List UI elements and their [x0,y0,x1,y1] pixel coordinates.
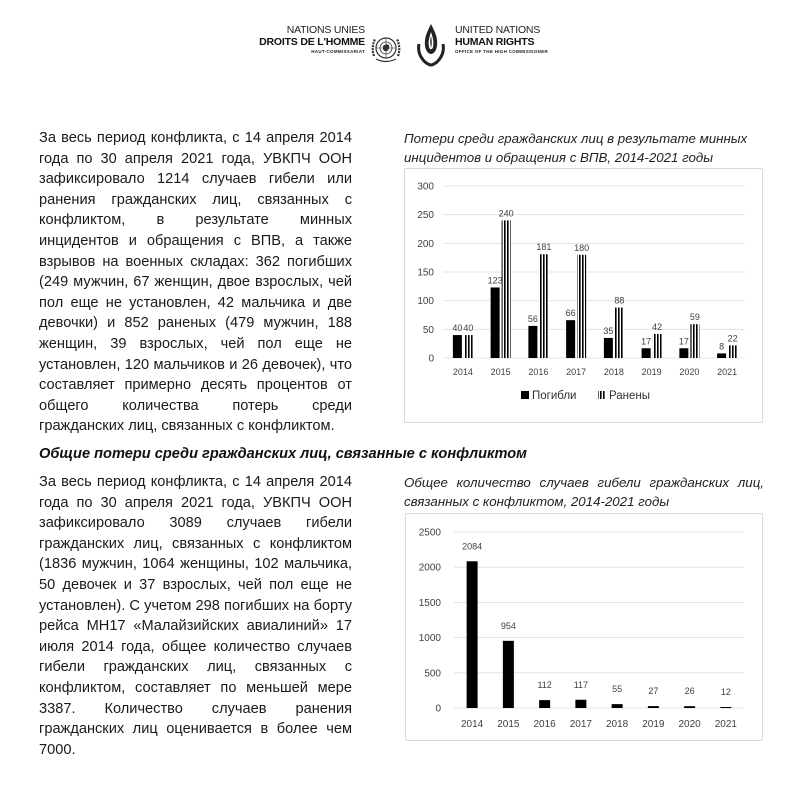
logo-french [255,24,365,56]
data-label-killed: 17 [678,336,689,347]
human-rights-flame-icon [413,22,449,68]
y-tick-label: 2000 [418,562,441,574]
un-emblem-icon [368,30,404,66]
y-tick-label: 300 [417,181,434,193]
data-label-injured: 240 [498,208,514,219]
bar-deaths [575,700,586,708]
legend-injured-label: Ранены [609,390,651,402]
bar-injured [728,345,737,358]
bar-injured [577,255,586,358]
bar-deaths [648,706,659,708]
data-label-killed: 66 [565,308,576,319]
legend-injured-swatch [598,391,606,399]
mine-incidents-paragraph: За весь период конфликта, с 14 апреля 2014 года по 30 апреля 2021 года, УВКПЧ ООН зафиксировало 1214 случаев гибели или ранения гражданских лиц, связанных с конфликтом, в результате минных инцидентов и обращения с ВПВ, а также взрывов на военных складах: 362 погибших (249 мужчин, 67 женщин, двое взрослых, чей пол еще не установлен, 42 мальчика и две девочки) и 852 раненых (479 мужчин, 188 женщин, 39 взрослых, чей пол еще не установлен, 120 мальчиков и 26 девочек), что составляет примерно десять процентов от общего количества потерь среди гражданских лиц, связанных с конфликтом. [39,130,352,435]
data-label-killed: 17 [641,336,652,347]
data-label-killed: 40 [452,323,463,334]
y-tick-label: 1500 [418,597,441,609]
data-label-injured: 180 [574,242,590,253]
x-tick-label: 2014 [461,719,484,730]
bar-injured [539,254,548,358]
data-label-injured: 22 [727,333,738,344]
logo-en-line3: OFFICE OF THE HIGH COMMISSIONER [455,49,549,54]
ohchr-logo-header [255,24,555,74]
bar-deaths [467,561,478,708]
chart1-mine-casualties [404,168,763,423]
data-label-killed: 35 [603,325,614,336]
y-tick-label: 2500 [418,527,441,539]
legend-killed-swatch [521,391,529,399]
data-label-killed: 123 [487,275,503,286]
y-tick-label: 150 [417,267,434,279]
bar-injured [690,324,699,358]
logo-english [455,24,565,56]
y-tick-label: 50 [422,324,434,336]
y-tick-label: 0 [428,353,434,365]
data-label-injured: 88 [614,295,625,306]
bar-deaths [684,706,695,708]
chart2-plot [406,514,762,740]
data-label-deaths: 112 [537,680,552,691]
x-tick-label: 2021 [714,719,737,730]
y-tick-label: 200 [417,238,434,250]
x-tick-label: 2017 [566,367,587,377]
data-label-deaths: 12 [720,687,731,698]
bar-injured [653,334,662,358]
bar-killed [604,338,613,358]
bar-killed [566,320,575,358]
data-label-injured: 59 [689,312,700,323]
data-label-deaths: 26 [684,686,695,697]
bar-killed [491,287,500,358]
logo-en-line1: UNITED NATIONS [455,24,541,36]
chart1-plot [405,169,762,422]
data-label-killed: 8 [719,341,725,352]
bar-injured [615,308,624,358]
x-tick-label: 2020 [679,367,700,377]
chart1-title: Потери среди гражданских лиц в результате минных инцидентов и обращения с ВПВ, 2014-2021 годы [404,131,748,165]
total-casualties-paragraph: За весь период конфликта, с 14 апреля 2014 года по 30 апреля 2021 года, УВКПЧ ООН зафиксировало 3089 случаев гибели гражданских лиц, связанных с конфликтом (1836 мужчин, 1064 женщины, 102 мальчика, 50 девочек и 37 взрослых, чей пол еще не установлен). С учетом 298 погибших на борту рейса МН17 «Малайзийских авиалиний» 17 июля 2014 года, общее количество случаев гибели гражданских лиц, связанных с конфликтом, составляет по меньшей мере 3387. Количество случаев ранения гражданских лиц оценивается в более чем 7000. [39,474,352,758]
data-label-injured: 181 [536,242,552,253]
section-heading: Общие потери среди гражданских лиц, связанные с конфликтом [39,446,527,462]
logo-fr-line1: NATIONS UNIES [286,24,365,36]
logo-fr-line2: DROITS DE L'HOMME [259,36,365,48]
bar-injured [502,220,511,358]
bar-killed [642,348,651,358]
x-tick-label: 2014 [452,367,473,377]
x-tick-label: 2021 [717,367,738,377]
x-tick-label: 2019 [642,719,665,730]
x-tick-label: 2015 [490,367,511,377]
y-tick-label: 500 [424,668,441,680]
x-tick-label: 2017 [569,719,592,730]
data-label-deaths: 27 [648,686,659,697]
x-tick-label: 2016 [533,719,556,730]
data-label-deaths: 55 [612,684,623,695]
bar-killed [528,326,537,358]
y-tick-label: 100 [417,296,434,308]
bar-killed [453,335,462,358]
x-tick-label: 2015 [497,719,520,730]
y-tick-label: 1000 [418,633,441,645]
data-label-injured: 42 [652,321,663,332]
bar-deaths [720,707,731,708]
data-label-deaths: 117 [573,679,589,690]
chart2-total-deaths [405,513,763,741]
x-tick-label: 2019 [641,367,662,377]
bar-deaths [612,704,623,708]
x-tick-label: 2018 [603,367,624,377]
bar-deaths [539,700,550,708]
x-tick-label: 2020 [678,719,701,730]
y-tick-label: 0 [435,703,441,715]
bar-killed [717,353,726,358]
chart2-title: Общее количество случаев гибели гражданских лиц, связанных с конфликтом, 2014-2021 годы [404,475,764,509]
logo-en-line2: HUMAN RIGHTS [455,36,535,48]
y-tick-label: 250 [417,210,434,222]
logo-fr-line3: HAUT-COMMISSARIAT [311,49,365,54]
data-label-deaths: 954 [500,620,516,631]
bar-injured [464,335,473,358]
bar-killed [679,348,688,358]
data-label-injured: 40 [463,323,474,334]
x-tick-label: 2016 [528,367,549,377]
data-label-deaths: 2084 [462,541,483,552]
legend-killed-label: Погибли [532,390,577,402]
data-label-killed: 56 [527,313,538,324]
bar-deaths [503,641,514,708]
x-tick-label: 2018 [606,719,629,730]
